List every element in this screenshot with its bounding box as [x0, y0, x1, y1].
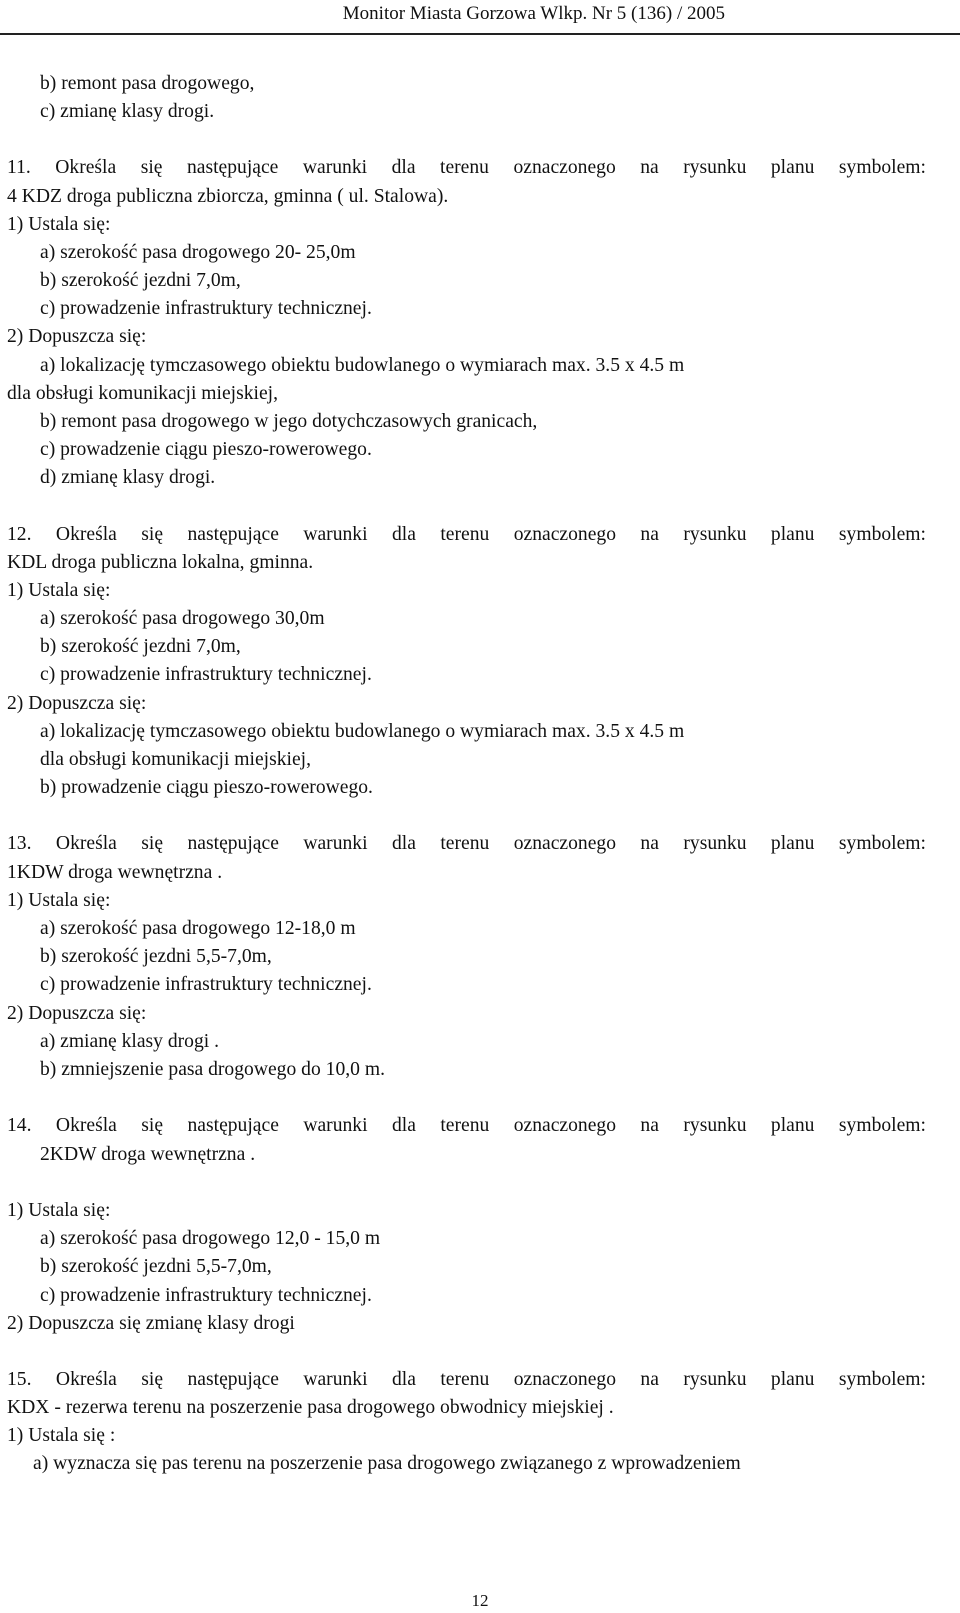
section-heading: 14. Określa się następujące warunki dla terenu oznaczonego na rysunku planu symbolem: — [7, 1115, 926, 1136]
text-line: 1) Ustala się: — [7, 214, 111, 235]
text-line: 2) Dopuszcza się: — [7, 1003, 147, 1024]
text-line: b) szerokość jezdni 7,0m, — [40, 270, 241, 291]
text-line: b) remont pasa drogowego, — [40, 73, 255, 94]
section-heading: 13. Określa się następujące warunki dla terenu oznaczonego na rysunku planu symbolem: — [7, 833, 926, 854]
text-line: c) prowadzenie infrastruktury technicznej. — [40, 974, 372, 995]
text-line: c) prowadzenie infrastruktury technicznej. — [40, 1285, 372, 1306]
text-line: a) szerokość pasa drogowego 12,0 - 15,0 m — [40, 1228, 381, 1249]
section-heading: 15. Określa się następujące warunki dla terenu oznaczonego na rysunku planu symbolem: — [7, 1369, 926, 1390]
text-line: dla obsługi komunikacji miejskiej, — [7, 383, 279, 404]
text-line: 4 KDZ droga publiczna zbiorcza, gminna ( ul. Stalowa). — [7, 186, 449, 207]
text-line: dla obsługi komunikacji miejskiej, — [40, 749, 312, 770]
text-line: b) szerokość jezdni 7,0m, — [40, 636, 241, 657]
text-line: 1) Ustala się: — [7, 1200, 111, 1221]
text-line: a) wyznacza się pas terenu na poszerzenie pasa drogowego związanego z wprowadzeniem — [33, 1453, 741, 1474]
section-heading: 11. Określa się następujące warunki dla terenu oznaczonego na rysunku planu symbolem: — [7, 157, 926, 178]
text-line: a) szerokość pasa drogowego 20- 25,0m — [40, 242, 356, 263]
text-line: a) zmianę klasy drogi . — [40, 1031, 220, 1052]
text-line: a) lokalizację tymczasowego obiektu budowlanego o wymiarach max. 3.5 x 4.5 m — [40, 721, 685, 742]
text-line: KDX - rezerwa terenu na poszerzenie pasa drogowego obwodnicy miejskiej . — [7, 1397, 614, 1418]
text-line: 2KDW droga wewnętrzna . — [40, 1144, 256, 1165]
text-line: c) prowadzenie ciągu pieszo-rowerowego. — [40, 439, 372, 460]
text-line: 1KDW droga wewnętrzna . — [7, 862, 223, 883]
text-line: 2) Dopuszcza się zmianę klasy drogi — [7, 1313, 295, 1334]
page-header — [0, 0, 960, 40]
text-line: d) zmianę klasy drogi. — [40, 467, 216, 488]
text-line: 1) Ustala się : — [7, 1425, 116, 1446]
text-line: a) lokalizację tymczasowego obiektu budowlanego o wymiarach max. 3.5 x 4.5 m — [40, 355, 685, 376]
text-line: b) zmniejszenie pasa drogowego do 10,0 m. — [40, 1059, 385, 1080]
text-line: 2) Dopuszcza się: — [7, 693, 147, 714]
text-line: 2) Dopuszcza się: — [7, 326, 147, 347]
text-line: 1) Ustala się: — [7, 890, 111, 911]
header-rule — [0, 33, 960, 35]
text-line: 1) Ustala się: — [7, 580, 111, 601]
text-line: b) prowadzenie ciągu pieszo-rowerowego. — [40, 777, 373, 798]
text-line: KDL droga publiczna lokalna, gminna. — [7, 552, 314, 573]
text-line: b) remont pasa drogowego w jego dotychczasowych granicach, — [40, 411, 538, 432]
text-line: b) szerokość jezdni 5,5-7,0m, — [40, 1256, 272, 1277]
text-line: a) szerokość pasa drogowego 12-18,0 m — [40, 918, 356, 939]
text-line: c) prowadzenie infrastruktury technicznej. — [40, 298, 372, 319]
text-line: c) zmianę klasy drogi. — [40, 101, 215, 122]
text-line: c) prowadzenie infrastruktury technicznej. — [40, 664, 372, 685]
page-number: 12 — [471, 1591, 489, 1610]
text-line: a) szerokość pasa drogowego 30,0m — [40, 608, 325, 629]
text-line: b) szerokość jezdni 5,5-7,0m, — [40, 946, 272, 967]
section-heading: 12. Określa się następujące warunki dla terenu oznaczonego na rysunku planu symbolem: — [7, 524, 926, 545]
header-title: Monitor Miasta Gorzowa Wlkp. Nr 5 (136) / 2005 — [342, 3, 725, 24]
